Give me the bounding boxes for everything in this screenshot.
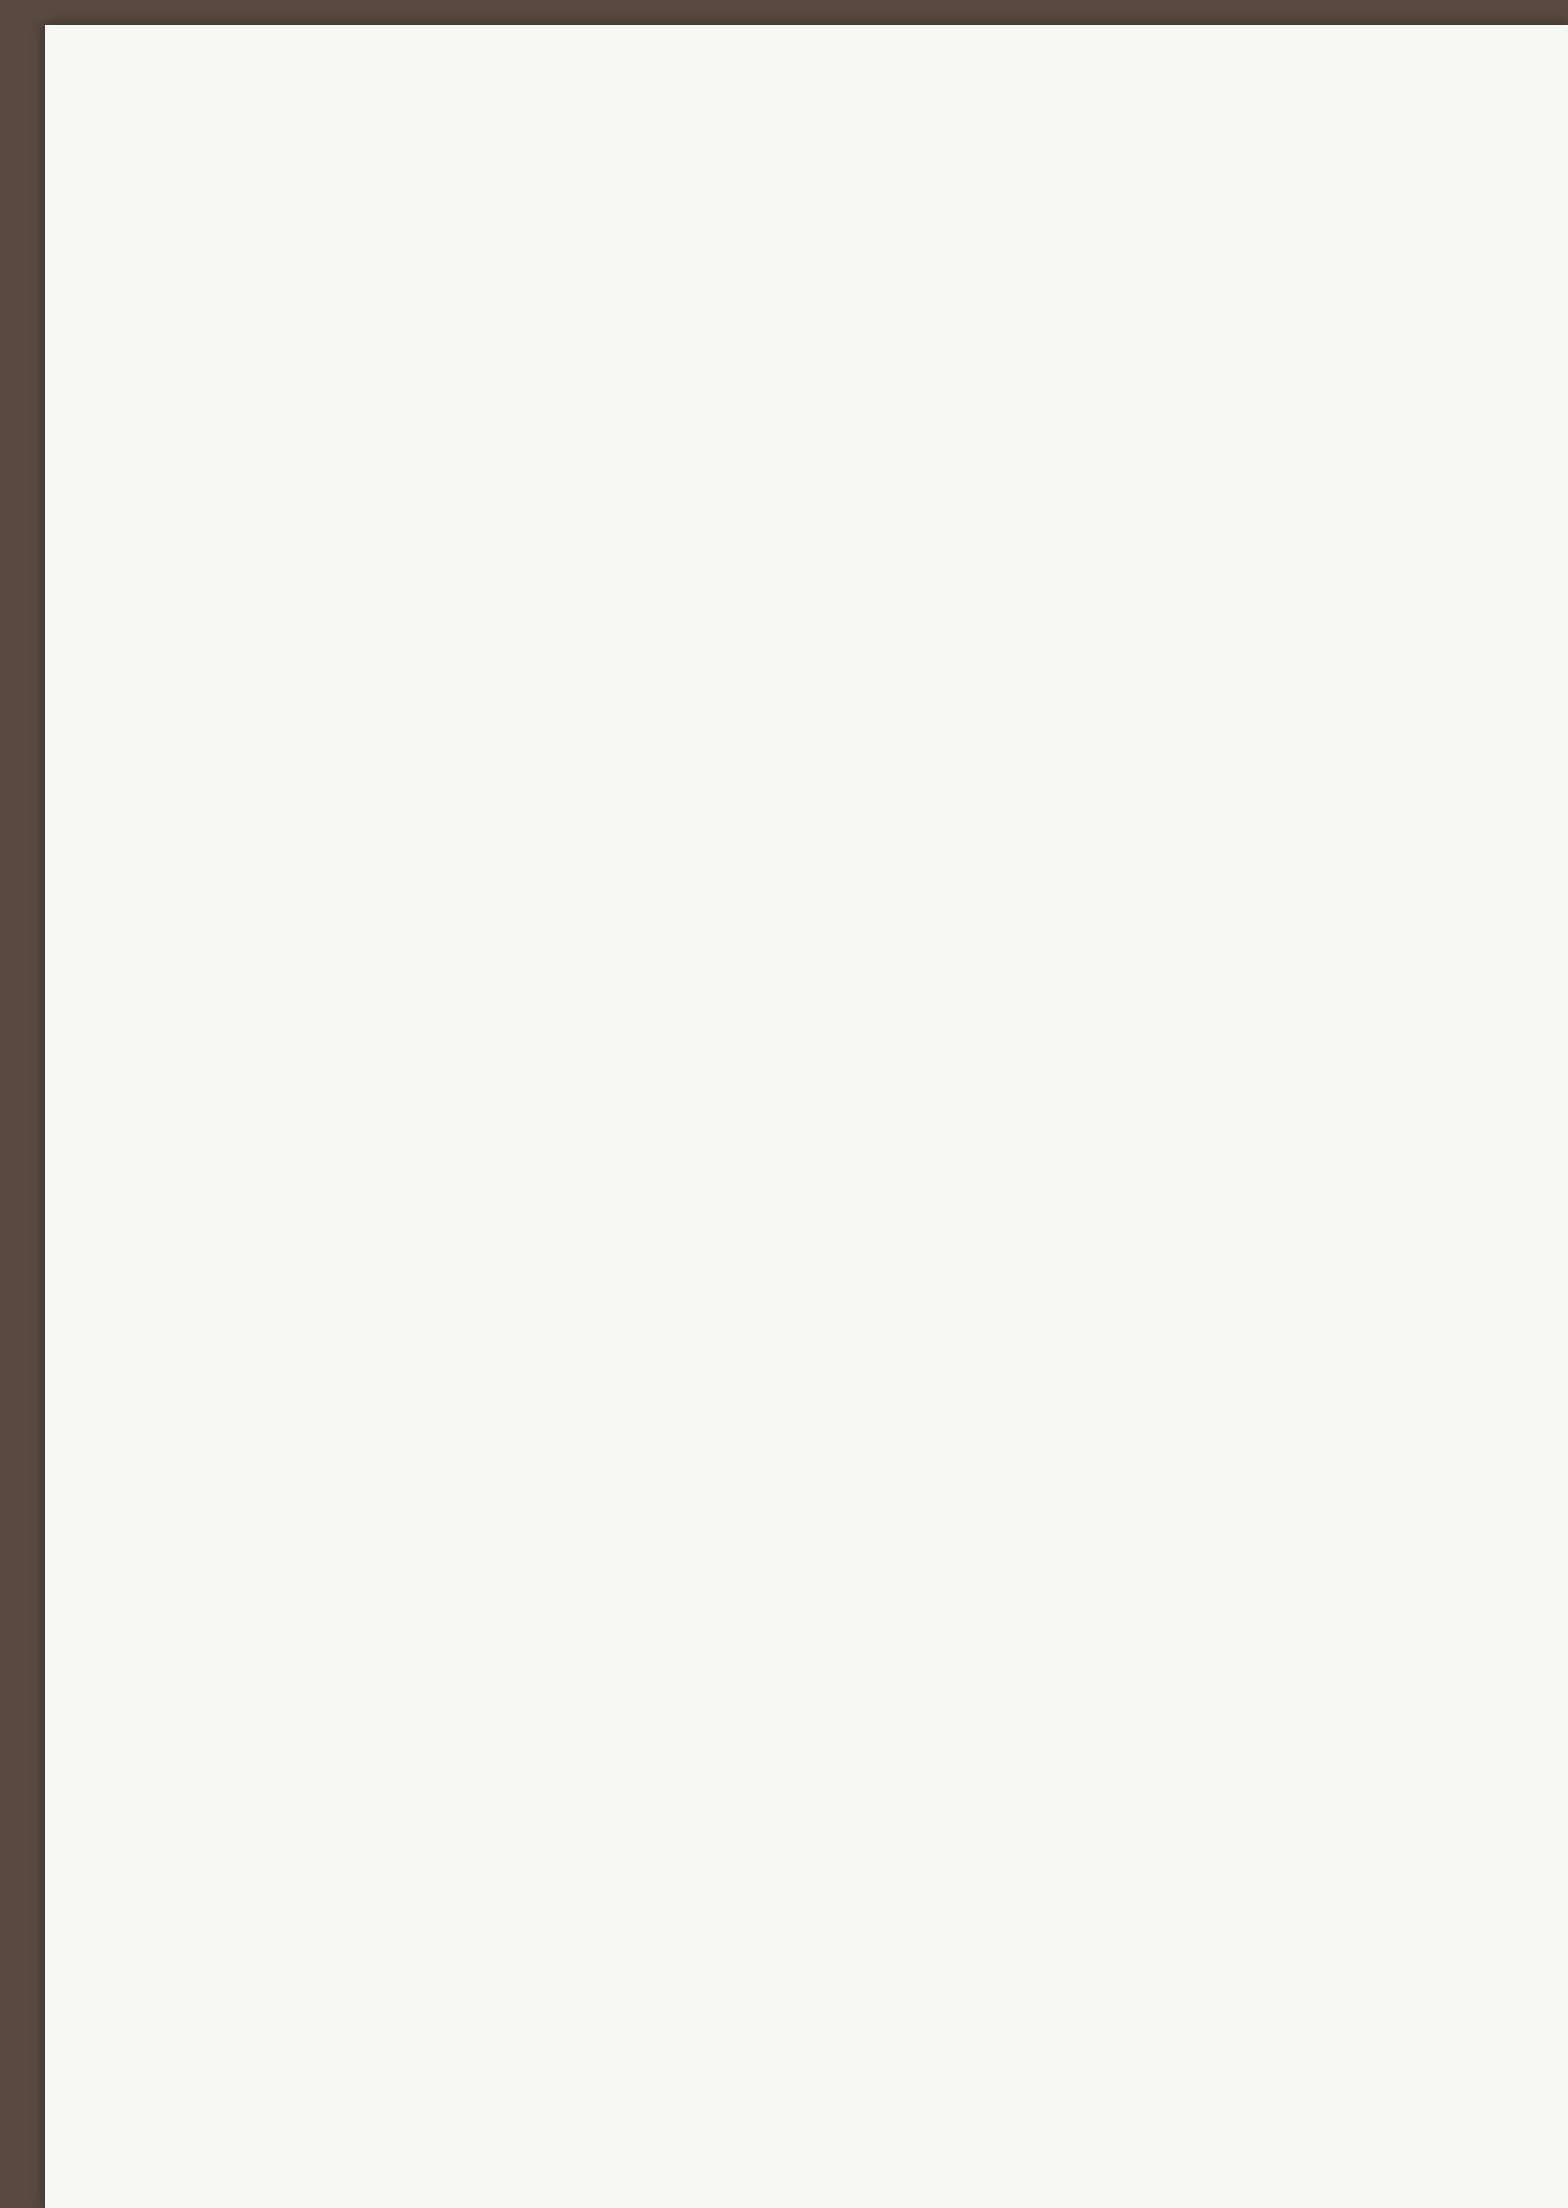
- document-page: [45, 25, 1568, 2208]
